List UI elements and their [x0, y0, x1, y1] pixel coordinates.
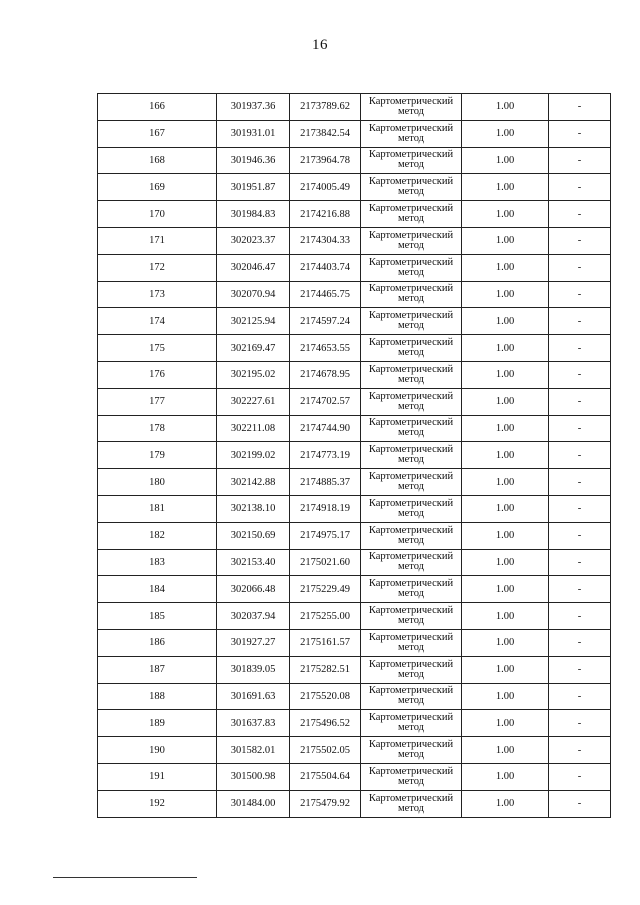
x-coordinate-cell: 301984.83 — [217, 201, 290, 228]
y-coordinate-cell: 2174885.37 — [290, 469, 361, 496]
description-cell: - — [549, 254, 611, 281]
description-cell: - — [549, 227, 611, 254]
y-coordinate-cell: 2173964.78 — [290, 147, 361, 174]
table-row — [98, 174, 611, 201]
x-coordinate-cell: 302138.10 — [217, 495, 290, 522]
point-number-cell: 179 — [98, 442, 217, 469]
method-cell: Картометрический метод — [361, 442, 462, 469]
accuracy-cell: 1.00 — [462, 254, 549, 281]
point-number-cell: 174 — [98, 308, 217, 335]
x-coordinate-cell: 302227.61 — [217, 388, 290, 415]
method-cell: Картометрический метод — [361, 603, 462, 630]
y-coordinate-cell: 2175255.00 — [290, 603, 361, 630]
point-number-cell: 187 — [98, 656, 217, 683]
accuracy-cell: 1.00 — [462, 522, 549, 549]
x-coordinate-cell: 302037.94 — [217, 603, 290, 630]
method-cell: Картометрический метод — [361, 495, 462, 522]
description-cell: - — [549, 790, 611, 817]
accuracy-cell: 1.00 — [462, 94, 549, 121]
table-row — [98, 737, 611, 764]
table-row — [98, 763, 611, 790]
accuracy-cell: 1.00 — [462, 335, 549, 362]
x-coordinate-cell: 301484.00 — [217, 790, 290, 817]
y-coordinate-cell: 2174216.88 — [290, 201, 361, 228]
description-cell: - — [549, 415, 611, 442]
table-row — [98, 603, 611, 630]
accuracy-cell: 1.00 — [462, 415, 549, 442]
x-coordinate-cell: 302199.02 — [217, 442, 290, 469]
page-number: 16 — [312, 37, 328, 53]
description-cell: - — [549, 683, 611, 710]
y-coordinate-cell: 2175496.52 — [290, 710, 361, 737]
method-cell: Картометрический метод — [361, 415, 462, 442]
accuracy-cell: 1.00 — [462, 790, 549, 817]
table-row — [98, 335, 611, 362]
description-cell: - — [549, 388, 611, 415]
description-cell: - — [549, 281, 611, 308]
x-coordinate-cell: 302150.69 — [217, 522, 290, 549]
y-coordinate-cell: 2174975.17 — [290, 522, 361, 549]
accuracy-cell: 1.00 — [462, 442, 549, 469]
table-row — [98, 576, 611, 603]
description-cell: - — [549, 710, 611, 737]
x-coordinate-cell: 301951.87 — [217, 174, 290, 201]
footnote-separator — [53, 877, 197, 878]
description-cell: - — [549, 361, 611, 388]
table-row — [98, 656, 611, 683]
description-cell: - — [549, 120, 611, 147]
table-row — [98, 790, 611, 817]
x-coordinate-cell: 302046.47 — [217, 254, 290, 281]
method-cell: Картометрический метод — [361, 201, 462, 228]
x-coordinate-cell: 301931.01 — [217, 120, 290, 147]
method-cell: Картометрический метод — [361, 120, 462, 147]
table-row — [98, 710, 611, 737]
accuracy-cell: 1.00 — [462, 388, 549, 415]
accuracy-cell: 1.00 — [462, 710, 549, 737]
y-coordinate-cell: 2174773.19 — [290, 442, 361, 469]
description-cell: - — [549, 603, 611, 630]
method-cell: Картометрический метод — [361, 737, 462, 764]
point-number-cell: 182 — [98, 522, 217, 549]
point-number-cell: 171 — [98, 227, 217, 254]
method-cell: Картометрический метод — [361, 763, 462, 790]
point-number-cell: 191 — [98, 763, 217, 790]
method-cell: Картометрический метод — [361, 576, 462, 603]
table-row — [98, 683, 611, 710]
method-cell: Картометрический метод — [361, 790, 462, 817]
point-number-cell: 178 — [98, 415, 217, 442]
y-coordinate-cell: 2174005.49 — [290, 174, 361, 201]
method-cell: Картометрический метод — [361, 308, 462, 335]
method-cell: Картометрический метод — [361, 174, 462, 201]
x-coordinate-cell: 302195.02 — [217, 361, 290, 388]
accuracy-cell: 1.00 — [462, 603, 549, 630]
y-coordinate-cell: 2173842.54 — [290, 120, 361, 147]
description-cell: - — [549, 737, 611, 764]
y-coordinate-cell: 2174678.95 — [290, 361, 361, 388]
y-coordinate-cell: 2175021.60 — [290, 549, 361, 576]
accuracy-cell: 1.00 — [462, 120, 549, 147]
method-cell: Картометрический метод — [361, 710, 462, 737]
table-row — [98, 549, 611, 576]
point-number-cell: 167 — [98, 120, 217, 147]
table-row — [98, 281, 611, 308]
accuracy-cell: 1.00 — [462, 576, 549, 603]
table-row — [98, 361, 611, 388]
y-coordinate-cell: 2173789.62 — [290, 94, 361, 121]
method-cell: Картометрический метод — [361, 94, 462, 121]
point-number-cell: 189 — [98, 710, 217, 737]
point-number-cell: 169 — [98, 174, 217, 201]
y-coordinate-cell: 2175282.51 — [290, 656, 361, 683]
table-row — [98, 94, 611, 121]
table-row — [98, 442, 611, 469]
table-row — [98, 415, 611, 442]
point-number-cell: 185 — [98, 603, 217, 630]
x-coordinate-cell: 302066.48 — [217, 576, 290, 603]
x-coordinate-cell: 302169.47 — [217, 335, 290, 362]
method-cell: Картометрический метод — [361, 361, 462, 388]
y-coordinate-cell: 2175520.08 — [290, 683, 361, 710]
x-coordinate-cell: 301937.36 — [217, 94, 290, 121]
accuracy-cell: 1.00 — [462, 495, 549, 522]
table-row — [98, 201, 611, 228]
y-coordinate-cell: 2174744.90 — [290, 415, 361, 442]
method-cell: Картометрический метод — [361, 147, 462, 174]
point-number-cell: 177 — [98, 388, 217, 415]
x-coordinate-cell: 301839.05 — [217, 656, 290, 683]
accuracy-cell: 1.00 — [462, 201, 549, 228]
table-row — [98, 120, 611, 147]
point-number-cell: 181 — [98, 495, 217, 522]
y-coordinate-cell: 2174702.57 — [290, 388, 361, 415]
accuracy-cell: 1.00 — [462, 469, 549, 496]
point-number-cell: 184 — [98, 576, 217, 603]
table-row — [98, 522, 611, 549]
method-cell: Картометрический метод — [361, 254, 462, 281]
x-coordinate-cell: 301946.36 — [217, 147, 290, 174]
x-coordinate-cell: 302211.08 — [217, 415, 290, 442]
description-cell: - — [549, 549, 611, 576]
description-cell: - — [549, 629, 611, 656]
description-cell: - — [549, 469, 611, 496]
y-coordinate-cell: 2174465.75 — [290, 281, 361, 308]
point-number-cell: 192 — [98, 790, 217, 817]
table-row — [98, 629, 611, 656]
point-number-cell: 190 — [98, 737, 217, 764]
table-row — [98, 308, 611, 335]
accuracy-cell: 1.00 — [462, 174, 549, 201]
x-coordinate-cell: 301927.27 — [217, 629, 290, 656]
accuracy-cell: 1.00 — [462, 656, 549, 683]
table-row — [98, 147, 611, 174]
point-number-cell: 170 — [98, 201, 217, 228]
x-coordinate-cell: 301500.98 — [217, 763, 290, 790]
accuracy-cell: 1.00 — [462, 147, 549, 174]
method-cell: Картометрический метод — [361, 683, 462, 710]
y-coordinate-cell: 2174403.74 — [290, 254, 361, 281]
point-number-cell: 172 — [98, 254, 217, 281]
y-coordinate-cell: 2175479.92 — [290, 790, 361, 817]
table-row — [98, 469, 611, 496]
y-coordinate-cell: 2175229.49 — [290, 576, 361, 603]
point-number-cell: 175 — [98, 335, 217, 362]
accuracy-cell: 1.00 — [462, 361, 549, 388]
y-coordinate-cell: 2174918.19 — [290, 495, 361, 522]
method-cell: Картометрический метод — [361, 629, 462, 656]
accuracy-cell: 1.00 — [462, 281, 549, 308]
description-cell: - — [549, 656, 611, 683]
x-coordinate-cell: 302125.94 — [217, 308, 290, 335]
accuracy-cell: 1.00 — [462, 227, 549, 254]
method-cell: Картометрический метод — [361, 549, 462, 576]
method-cell: Картометрический метод — [361, 388, 462, 415]
description-cell: - — [549, 174, 611, 201]
description-cell: - — [549, 576, 611, 603]
point-number-cell: 186 — [98, 629, 217, 656]
y-coordinate-cell: 2175502.05 — [290, 737, 361, 764]
description-cell: - — [549, 201, 611, 228]
table-row — [98, 254, 611, 281]
description-cell: - — [549, 147, 611, 174]
point-number-cell: 168 — [98, 147, 217, 174]
method-cell: Картометрический метод — [361, 227, 462, 254]
y-coordinate-cell: 2174653.55 — [290, 335, 361, 362]
x-coordinate-cell: 302070.94 — [217, 281, 290, 308]
accuracy-cell: 1.00 — [462, 549, 549, 576]
y-coordinate-cell: 2174304.33 — [290, 227, 361, 254]
method-cell: Картометрический метод — [361, 281, 462, 308]
accuracy-cell: 1.00 — [462, 683, 549, 710]
point-number-cell: 180 — [98, 469, 217, 496]
method-cell: Картометрический метод — [361, 656, 462, 683]
x-coordinate-cell: 302023.37 — [217, 227, 290, 254]
method-cell: Картометрический метод — [361, 469, 462, 496]
description-cell: - — [549, 335, 611, 362]
description-cell: - — [549, 94, 611, 121]
x-coordinate-cell: 302142.88 — [217, 469, 290, 496]
y-coordinate-cell: 2174597.24 — [290, 308, 361, 335]
method-cell: Картометрический метод — [361, 335, 462, 362]
point-number-cell: 173 — [98, 281, 217, 308]
description-cell: - — [549, 495, 611, 522]
method-cell: Картометрический метод — [361, 522, 462, 549]
table-row — [98, 227, 611, 254]
x-coordinate-cell: 301637.83 — [217, 710, 290, 737]
table-row — [98, 388, 611, 415]
description-cell: - — [549, 763, 611, 790]
x-coordinate-cell: 301691.63 — [217, 683, 290, 710]
accuracy-cell: 1.00 — [462, 763, 549, 790]
coordinates-table — [97, 93, 611, 818]
point-number-cell: 188 — [98, 683, 217, 710]
y-coordinate-cell: 2175161.57 — [290, 629, 361, 656]
coordinates-table-body — [98, 94, 611, 818]
y-coordinate-cell: 2175504.64 — [290, 763, 361, 790]
x-coordinate-cell: 301582.01 — [217, 737, 290, 764]
accuracy-cell: 1.00 — [462, 737, 549, 764]
description-cell: - — [549, 442, 611, 469]
x-coordinate-cell: 302153.40 — [217, 549, 290, 576]
description-cell: - — [549, 308, 611, 335]
table-row — [98, 495, 611, 522]
description-cell: - — [549, 522, 611, 549]
accuracy-cell: 1.00 — [462, 629, 549, 656]
point-number-cell: 166 — [98, 94, 217, 121]
accuracy-cell: 1.00 — [462, 308, 549, 335]
point-number-cell: 176 — [98, 361, 217, 388]
point-number-cell: 183 — [98, 549, 217, 576]
